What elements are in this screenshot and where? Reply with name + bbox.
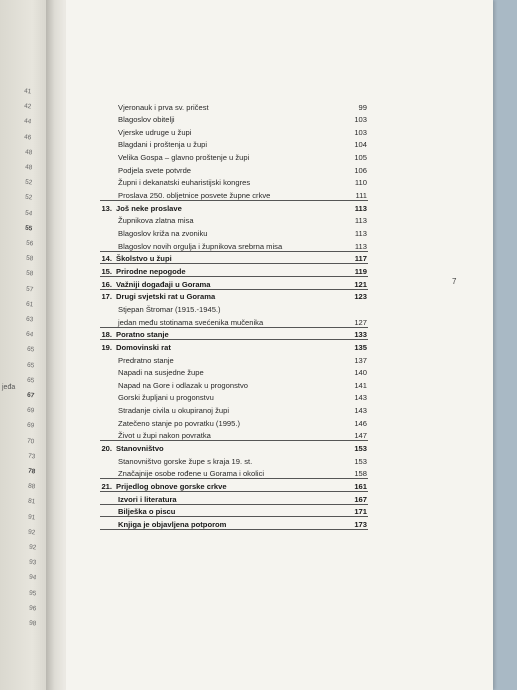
page-number: 7 — [452, 277, 457, 286]
toc-entry-page: 127 — [354, 317, 367, 327]
toc-entry-page: 111 — [355, 191, 367, 201]
toc-entry-title: Stjepan Štromar (1915.-1945.) — [118, 304, 221, 314]
toc-entry-title: Napadi na susjedne župe — [118, 368, 204, 378]
toc-entry-title: Život u župi nakon povratka — [118, 431, 211, 441]
toc-entry-page: 143 — [354, 406, 367, 416]
toc-entry-title: Prirodne nepogode — [116, 266, 186, 276]
toc-entry-page: 146 — [354, 418, 367, 428]
toc-entry — [66, 329, 493, 340]
previous-page-number: 61 — [25, 300, 34, 309]
toc-entry-title: Blagdani i proštenja u župi — [118, 140, 208, 150]
toc-entry-title: Napad na Gore i odlazak u progonstvo — [118, 380, 249, 390]
toc-entry — [66, 418, 493, 429]
toc-entry-page: 143 — [354, 393, 367, 403]
previous-page-number: 48 — [24, 163, 33, 172]
toc-entry-title: Drugi svjetski rat u Gorama — [116, 292, 216, 302]
previous-page-number: 44 — [23, 117, 32, 126]
toc-entry-page: 104 — [354, 140, 367, 150]
toc-entry-page: 123 — [354, 292, 367, 302]
previous-page-number: 98 — [28, 619, 37, 628]
toc-entry — [66, 380, 493, 391]
toc-entry-title: Knjiga je objavljena potporom — [118, 519, 227, 529]
toc-page — [66, 0, 493, 690]
toc-entry-number: 18. — [101, 330, 112, 340]
previous-page-number: 69 — [26, 421, 35, 430]
previous-page-number: 92 — [28, 543, 37, 552]
table-of-contents — [66, 0, 493, 690]
previous-page-number: 65 — [26, 361, 35, 370]
toc-entry-page: 113 — [354, 241, 367, 251]
toc-entry-title: Poratno stanje — [116, 330, 169, 340]
toc-entry-page: 167 — [354, 494, 367, 504]
toc-entry — [66, 279, 493, 290]
toc-entry — [66, 405, 493, 416]
previous-page-number: 52 — [24, 193, 33, 202]
toc-entry — [66, 304, 493, 315]
toc-entry — [66, 253, 493, 264]
toc-entry — [66, 291, 493, 302]
previous-page-number: 65 — [26, 345, 35, 354]
toc-entry-page: 117 — [354, 254, 367, 264]
toc-entry-page: 110 — [354, 178, 367, 188]
previous-page-number: 42 — [23, 102, 32, 111]
toc-entry-title: Predratno stanje — [118, 355, 174, 365]
toc-entry — [66, 494, 493, 505]
toc-entry-title: Zatečeno stanje po povratku (1995.) — [118, 418, 240, 428]
toc-entry-number: 17. — [101, 292, 112, 302]
toc-entry-page: 140 — [354, 368, 367, 378]
toc-entry-title: Vjeronauk i prva sv. pričest — [118, 102, 209, 112]
toc-entry-title: Još neke proslave — [116, 203, 182, 213]
toc-entry-page: 99 — [358, 102, 367, 112]
toc-entry-page: 147 — [354, 431, 367, 441]
toc-entry-page: 106 — [354, 165, 367, 175]
previous-page-number: 46 — [23, 133, 33, 142]
toc-entry-page: 119 — [354, 266, 367, 276]
previous-page-number: 64 — [25, 330, 35, 339]
previous-page-number: 52 — [24, 178, 33, 187]
toc-entry-title: Izvori i literatura — [118, 494, 177, 504]
toc-entry-title: Blagoslov obitelji — [118, 115, 175, 125]
book-gutter — [46, 0, 68, 690]
toc-entry-title: Školstvo u župi — [116, 254, 172, 264]
toc-entry — [66, 127, 493, 138]
toc-entry — [66, 355, 493, 366]
toc-entry-number: 21. — [101, 482, 112, 491]
toc-entry-number: 16. — [101, 279, 112, 289]
previous-page-number: 91 — [27, 513, 36, 522]
toc-entry-page: 171 — [354, 507, 367, 517]
previous-page-number: 93 — [28, 558, 37, 567]
toc-entry-title: Stanovništvo gorske župe s kraja 19. st. — [118, 456, 253, 466]
toc-entry-number: 14. — [101, 254, 112, 264]
toc-entry-page: 113 — [354, 229, 367, 238]
toc-entry-page: 105 — [354, 153, 367, 163]
previous-page — [0, 0, 46, 690]
toc-entry — [66, 114, 493, 125]
toc-entry — [66, 456, 493, 467]
toc-entry-title: Velika Gospa – glavno proštenje u župi — [118, 153, 250, 163]
toc-entry — [66, 519, 493, 530]
previous-page-number: 58 — [25, 254, 34, 263]
previous-page-number: 58 — [25, 269, 34, 278]
toc-entry-page: 173 — [354, 519, 367, 529]
toc-entry — [66, 506, 493, 517]
toc-entry — [66, 102, 493, 113]
previous-page-number: 92 — [27, 528, 37, 537]
previous-page-number: 94 — [28, 573, 37, 582]
toc-entry-title: Župnikova zlatna misa — [118, 216, 194, 226]
toc-entry-title: Prijedlog obnove gorske crkve — [116, 482, 227, 491]
toc-entry-title: Vjerske udruge u župi — [118, 127, 192, 137]
toc-entry — [66, 215, 493, 226]
toc-entry — [66, 367, 493, 378]
toc-entry — [66, 177, 493, 188]
previous-page-number: 78 — [27, 467, 36, 476]
toc-entry — [66, 317, 493, 328]
previous-page-number: 55 — [24, 224, 34, 233]
previous-page-text-fragment: jeđa — [2, 384, 16, 391]
toc-entry-title: Stanovništvo — [116, 444, 164, 454]
toc-entry — [66, 165, 493, 176]
previous-page-number: 69 — [26, 406, 35, 415]
previous-page-number: 95 — [28, 589, 37, 598]
toc-entry-title: Blagoslov novih orgulja i župnikova srebrna misa — [118, 241, 283, 251]
toc-entry-page: 113 — [354, 216, 367, 226]
previous-page-number: 54 — [24, 209, 33, 218]
previous-page-number: 67 — [26, 391, 35, 400]
toc-entry-page: 158 — [354, 469, 367, 479]
toc-entry-page: 121 — [354, 279, 367, 289]
toc-entry — [66, 443, 493, 454]
toc-entry-title: Bilješka o piscu — [118, 507, 176, 517]
previous-page-number: 56 — [25, 239, 34, 248]
toc-entry-page: 103 — [354, 115, 367, 125]
toc-entry — [66, 481, 493, 492]
toc-entry — [66, 190, 493, 201]
toc-entry-title: Proslava 250. obljetnice posvete župne crkve — [118, 191, 271, 201]
toc-entry-number: 19. — [101, 342, 112, 352]
toc-entry-page: 135 — [354, 342, 367, 352]
toc-entry-title: Gorski župljani u progonstvu — [118, 393, 214, 403]
toc-entry-page: 141 — [354, 380, 367, 390]
toc-entry-title: Podjela svete potvrde — [118, 165, 192, 175]
toc-entry-page: 153 — [354, 444, 367, 454]
previous-page-number: 81 — [27, 497, 36, 506]
toc-entry-page: 113 — [354, 203, 367, 213]
previous-page-number: 48 — [24, 148, 33, 157]
toc-entry — [66, 342, 493, 353]
toc-entry-title: Važniji događaji u Gorama — [116, 279, 211, 289]
toc-entry-number: 13. — [101, 203, 112, 213]
toc-entry-title: jedan među stotinama svećenika mučenika — [118, 317, 264, 327]
toc-entry-page: 103 — [354, 127, 367, 137]
toc-entry-page: 133 — [354, 330, 367, 340]
toc-entry — [66, 468, 493, 479]
toc-entry-page: 161 — [354, 482, 367, 491]
toc-entry — [66, 152, 493, 163]
toc-entry-number: 15. — [101, 266, 112, 276]
previous-page-number: 70 — [26, 437, 36, 446]
toc-entry — [66, 266, 493, 277]
toc-entry — [66, 430, 493, 441]
toc-entry-number: 20. — [101, 444, 112, 454]
toc-entry-title: Župni i dekanatski euharistijski kongres — [118, 178, 251, 188]
previous-page-number: 41 — [23, 87, 32, 96]
toc-entry-page: 153 — [354, 456, 367, 466]
toc-entry — [66, 139, 493, 150]
toc-entry — [66, 241, 493, 252]
toc-entry-title: Blagoslov križa na zvoniku — [118, 229, 208, 238]
toc-entry — [66, 203, 493, 214]
previous-page-number: 57 — [25, 285, 34, 294]
previous-page-number: 96 — [28, 604, 37, 613]
toc-entry-title: Stradanje civila u okupiranoj župi — [118, 406, 230, 416]
previous-page-number: 73 — [27, 452, 36, 461]
previous-page-number: 88 — [27, 482, 36, 491]
toc-entry-title: Značajnije osobe rođene u Gorama i okolici — [118, 469, 265, 479]
toc-entry-page: 137 — [354, 355, 367, 365]
previous-page-number: 63 — [25, 315, 34, 324]
previous-page-number: 65 — [26, 376, 35, 385]
toc-entry — [66, 392, 493, 403]
toc-entry-title: Domovinski rat — [116, 342, 171, 352]
toc-entry — [66, 228, 493, 239]
